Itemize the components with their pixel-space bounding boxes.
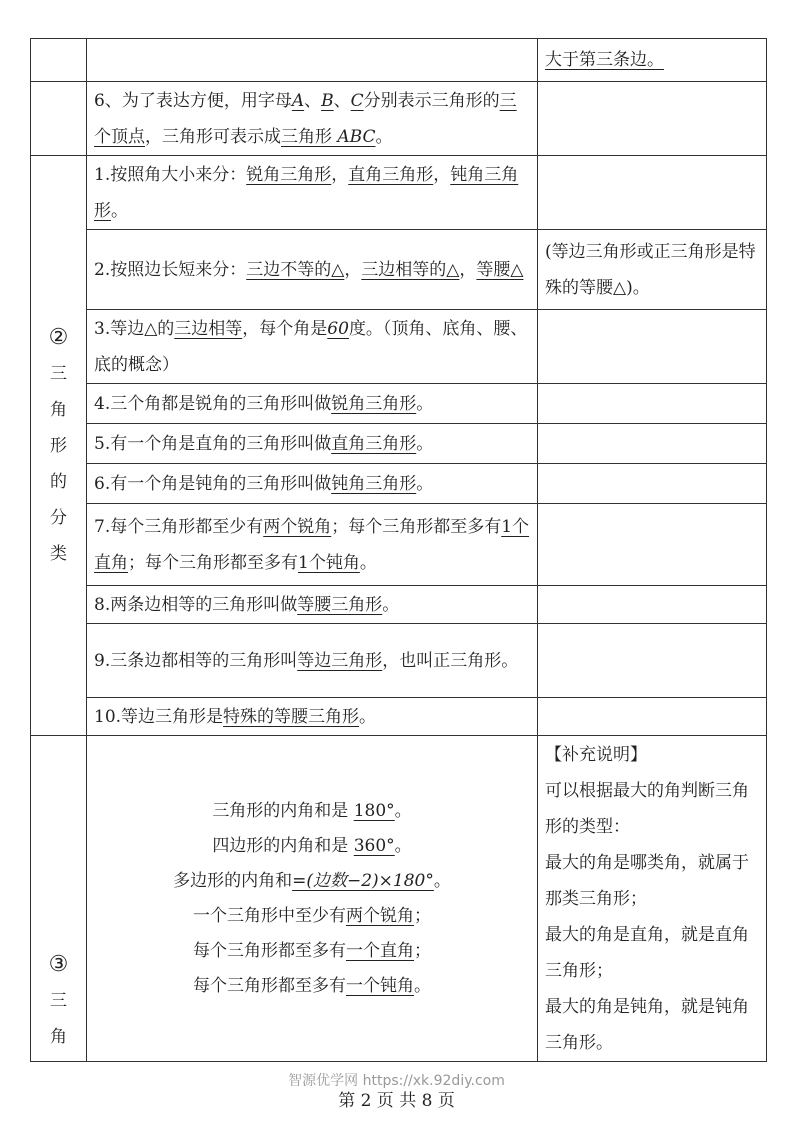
underlined-answer: A [291, 90, 305, 111]
list-item: 每个三角形都至多有一个钝角。 [193, 975, 431, 996]
note-cell [538, 384, 767, 424]
content-cell [87, 504, 538, 586]
text: ；每个三角形都至多有 [331, 516, 502, 537]
table-row [31, 156, 767, 230]
underlined-answer: 两个锐角 [263, 516, 332, 537]
note-cell [538, 230, 767, 310]
underlined-answer: 1个钝角 [298, 552, 360, 573]
note-text: 可以根据最大的角判断三角形的类型： [545, 780, 749, 837]
section-title-char: 角 [50, 1027, 67, 1047]
table-row [31, 504, 767, 586]
table-row [31, 698, 767, 736]
note-cell [538, 736, 767, 1062]
note-text: 最大的角是直角，就是直角三角形； [545, 924, 749, 981]
list-item: 四边形的内角和是 360°。 [212, 835, 412, 856]
note-cell [538, 464, 767, 504]
underlined-answer: 直角三角形 [331, 433, 417, 454]
table-row [31, 39, 767, 82]
text: 6、为了表达方便，用字母 [94, 90, 292, 111]
text: 分别表示三角形的 [363, 90, 500, 111]
text: 1.按照角大小来分： [94, 164, 247, 185]
text: ，每个角是 [242, 318, 328, 339]
section-title-cell [31, 736, 87, 1062]
list-item: 一个三角形中至少有两个锐角； [193, 905, 431, 926]
list-item: 每个三角形都至多有一个直角； [193, 940, 431, 961]
table-row [31, 310, 767, 384]
list-item: 三角形的内角和是 180°。 [212, 800, 412, 821]
underlined-answer: 三边相等 [174, 318, 243, 339]
text: 。 [375, 126, 393, 147]
content-cell [87, 464, 538, 504]
content-cell [87, 586, 538, 624]
underlined-answer: 直角三角形 [348, 164, 434, 185]
text: ，三角形可表示成 [145, 126, 281, 147]
underlined-answer: B [321, 90, 334, 111]
underlined-answer: 等腰三角形 [297, 594, 383, 615]
section-title-char: 形 [50, 435, 67, 456]
note-cell [538, 39, 767, 82]
content-cell [87, 156, 538, 230]
text: ， [433, 164, 451, 185]
content-cell [87, 424, 538, 464]
content-cell [87, 736, 538, 1062]
content-cell [87, 82, 538, 156]
table-row [31, 736, 767, 1062]
underlined-answer: 三边不等的△ [246, 259, 345, 280]
underlined-answer: 等腰△ [476, 259, 524, 280]
text: 7.每个三角形都至少有 [94, 516, 264, 537]
note-cell [538, 586, 767, 624]
section-title-cell [31, 156, 87, 736]
underlined-answer: 三边相等的△ [361, 259, 460, 280]
section-title-char: 类 [50, 543, 67, 564]
underlined-answer: 锐角三角形 [246, 164, 332, 185]
underlined-answer: 三个顶点 [94, 90, 517, 147]
text: 。 [416, 393, 434, 414]
text: 10.等边三角形是 [94, 706, 224, 727]
text: 5.有一个角是直角的三角形叫做 [94, 433, 332, 454]
text: 。 [359, 706, 377, 727]
underlined-answer: 三角形 [281, 126, 332, 147]
note-text: (等边三角形或正三角形是特殊的等腰△)。 [545, 241, 756, 298]
knowledge-table [30, 38, 767, 1062]
text: 。 [416, 433, 434, 454]
note-cell [538, 82, 767, 156]
table-row [31, 424, 767, 464]
supplement-note [545, 737, 759, 1061]
section-title-char: 三 [50, 991, 67, 1011]
text: 、 [304, 90, 322, 111]
text: 4.三个角都是锐角的三角形叫做 [94, 393, 332, 414]
text: 3.等边△的 [94, 318, 175, 339]
underlined-answer: 锐角三角形 [331, 393, 417, 414]
content-cell [87, 698, 538, 736]
section-cell [31, 82, 87, 156]
underlined-answer: 钝角三角形 [94, 164, 519, 221]
underlined-answer: ABC [332, 126, 376, 147]
section-number: ③ [48, 952, 69, 977]
text: 9.三条边都相等的三角形叫 [94, 650, 298, 671]
text: ， [331, 164, 349, 185]
section-title-char: 的 [50, 471, 67, 492]
table-row [31, 384, 767, 424]
text: 8.两条边相等的三角形叫做 [94, 594, 298, 615]
section-cell [31, 39, 87, 82]
underlined-answer: 等边三角形 [297, 650, 383, 671]
section-title-char: 三 [50, 363, 67, 384]
note-heading: 【补充说明】 [545, 744, 647, 765]
text: 。 [382, 594, 400, 615]
section-title-char: 分 [50, 507, 67, 528]
text: 6.有一个角是钝角的三角形叫做 [94, 473, 332, 494]
content-cell [87, 310, 538, 384]
underlined-answer: 钝角三角形 [331, 473, 417, 494]
section-number: ② [48, 324, 69, 350]
text: 。 [359, 552, 377, 573]
underlined-answer: 大于第三条边。 [545, 50, 664, 70]
text: 。 [416, 473, 434, 494]
page-number: 第 2 页 共 8 页 [338, 1091, 455, 1111]
note-cell [538, 310, 767, 384]
note-cell [538, 504, 767, 586]
text: ，也叫正三角形。 [382, 650, 519, 671]
text: 、 [333, 90, 351, 111]
angle-sum-list [94, 794, 530, 1004]
note-cell [538, 624, 767, 698]
content-cell [87, 624, 538, 698]
note-text: 最大的角是哪类角，就属于那类三角形； [545, 852, 749, 909]
table-row [31, 464, 767, 504]
text: 度。（顶角、底角、腰、底的概念） [94, 318, 528, 375]
section-title-char: 角 [50, 399, 67, 420]
content-cell [87, 384, 538, 424]
note-text: 最大的角是钝角，就是钝角三角形。 [545, 996, 749, 1053]
table-row [31, 586, 767, 624]
text: ， [459, 259, 477, 280]
text: 。 [111, 200, 128, 221]
underlined-answer: C [350, 90, 364, 111]
content-cell [87, 230, 538, 310]
note-cell [538, 424, 767, 464]
underlined-answer: 60 [327, 318, 349, 339]
note-cell [538, 698, 767, 736]
text: ， [344, 259, 362, 280]
table-row [31, 82, 767, 156]
underlined-answer: 1个直角 [94, 516, 530, 573]
table-row [31, 230, 767, 310]
watermark-site: 智源优学网 https://xk.92diy.com [288, 1073, 505, 1089]
note-cell [538, 156, 767, 230]
underlined-answer: 特殊的等腰三角形 [223, 706, 360, 727]
list-item: 多边形的内角和=(边数−2)×180°。 [173, 870, 451, 891]
content-cell [87, 39, 538, 82]
table-row [31, 624, 767, 698]
text: ；每个三角形都至多有 [128, 552, 298, 573]
text: 2.按照边长短来分： [94, 259, 247, 280]
